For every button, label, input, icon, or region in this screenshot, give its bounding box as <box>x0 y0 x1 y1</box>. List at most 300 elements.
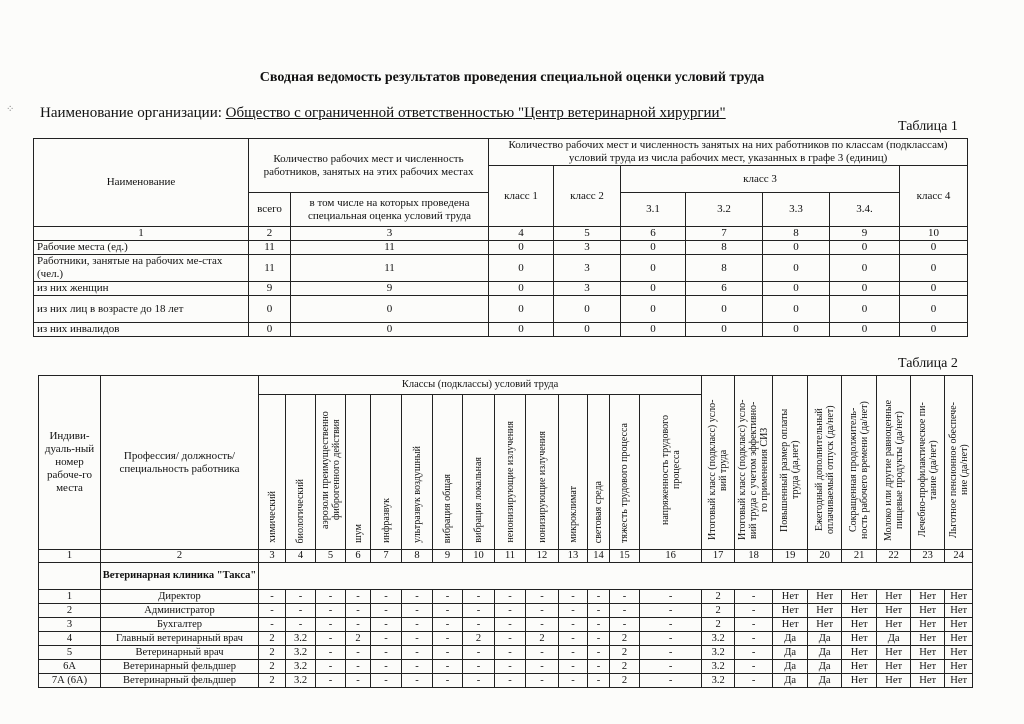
t2-cell: Нет <box>911 674 945 688</box>
t2-col-num: 23 <box>911 550 945 563</box>
t2-col-num: 17 <box>702 550 735 563</box>
t1-cell: 11 <box>249 255 291 282</box>
t2-col-num: 13 <box>559 550 588 563</box>
t2-cell: - <box>433 674 463 688</box>
table2-caption: Таблица 2 <box>898 356 958 371</box>
t2-col-num: 21 <box>842 550 877 563</box>
t2-cell: - <box>433 604 463 618</box>
organization-line <box>40 105 726 122</box>
t2-row-profession: Главный ветеринарный врач <box>101 632 259 646</box>
t2-cell: Нет <box>842 632 877 646</box>
t2-row-id: 3 <box>39 618 101 632</box>
t2-cell: 3.2 <box>286 660 316 674</box>
t2-cell: - <box>371 590 402 604</box>
t1-body <box>34 241 968 337</box>
t2-cell: - <box>346 660 371 674</box>
t2-cell: Да <box>773 632 808 646</box>
t2-cell: - <box>640 590 702 604</box>
t1-cell: 0 <box>900 255 968 282</box>
t2-col-num: 3 <box>259 550 286 563</box>
t2-cell: 2 <box>610 674 640 688</box>
t1-row <box>34 255 968 282</box>
t2-row-profession: Ветеринарный фельдшер <box>101 674 259 688</box>
t2-col-num: 19 <box>773 550 808 563</box>
t1-cell: 0 <box>621 296 686 323</box>
t2-cell: - <box>402 618 433 632</box>
t2-cell: - <box>402 604 433 618</box>
t1-cell: 0 <box>830 282 900 296</box>
t1-header-class3: класс 3 <box>621 166 900 193</box>
t2-cell: - <box>588 646 610 660</box>
t2-col-num: 18 <box>735 550 773 563</box>
t2-cell: - <box>735 590 773 604</box>
t2-factor-header: химический <box>266 491 278 543</box>
t1-cell: 0 <box>489 255 554 282</box>
t2-row <box>39 660 973 674</box>
t2-cell: - <box>559 646 588 660</box>
t2-row-id: 4 <box>39 632 101 646</box>
t2-cell: 2 <box>610 632 640 646</box>
t1-cell: 3 <box>554 255 621 282</box>
t2-cell: - <box>588 632 610 646</box>
t1-cell: 0 <box>763 323 830 337</box>
t2-cell: Да <box>808 646 842 660</box>
t1-cell: 0 <box>249 323 291 337</box>
t2-cell: - <box>259 604 286 618</box>
t2-cell: - <box>559 590 588 604</box>
t2-cell: Нет <box>911 646 945 660</box>
t2-cell: - <box>610 604 640 618</box>
t2-factor-header: биологический <box>295 478 306 543</box>
t2-header-short-hours: Сокращенная продолжитель-ность рабочего времени (да/нет) <box>848 401 871 539</box>
t2-cell: - <box>735 632 773 646</box>
t2-cell: Нет <box>842 660 877 674</box>
t1-header-assessed: в том числе на которых проведена специальная оценка условий труда <box>291 193 489 227</box>
t2-cell: - <box>495 674 526 688</box>
t1-cell: 0 <box>291 323 489 337</box>
t2-cell: 2 <box>346 632 371 646</box>
t1-col-num: 3 <box>291 227 489 241</box>
t2-col-num: 22 <box>877 550 911 563</box>
t2-cell: 3.2 <box>702 660 735 674</box>
t1-cell: 0 <box>763 296 830 323</box>
t2-col-num: 9 <box>433 550 463 563</box>
t2-cell: Нет <box>877 646 911 660</box>
t1-cell: 0 <box>686 296 763 323</box>
t1-col-num: 7 <box>686 227 763 241</box>
t2-cell: 3.2 <box>286 646 316 660</box>
t2-cell: Нет <box>945 618 973 632</box>
t2-header-total-class-siz: Итоговый класс (подкласс) усло-вий труда с учетом эффективно-го применения СИЗ <box>737 399 771 541</box>
t2-cell: - <box>495 646 526 660</box>
t2-cell: - <box>371 632 402 646</box>
t2-cell: Нет <box>945 604 973 618</box>
t2-cell: Да <box>808 674 842 688</box>
t2-cell: - <box>316 604 346 618</box>
t2-cell: Нет <box>842 646 877 660</box>
t2-cell: - <box>463 660 495 674</box>
t2-cell: 3.2 <box>286 632 316 646</box>
t2-cell: Да <box>773 660 808 674</box>
t1-row <box>34 241 968 255</box>
t2-col-num: 6 <box>346 550 371 563</box>
t2-cell: - <box>259 590 286 604</box>
t2-cell: Нет <box>945 660 973 674</box>
t2-row-profession: Администратор <box>101 604 259 618</box>
t2-cell: 3.2 <box>702 632 735 646</box>
t1-header-class4: класс 4 <box>900 166 968 227</box>
t2-cell: - <box>526 590 559 604</box>
t2-cell: Нет <box>877 618 911 632</box>
t2-col-num: 4 <box>286 550 316 563</box>
t2-cell: Нет <box>945 590 973 604</box>
t2-cell: - <box>286 590 316 604</box>
t2-cell: - <box>735 618 773 632</box>
t2-cell: - <box>588 618 610 632</box>
t2-cell: - <box>371 646 402 660</box>
t2-cell: - <box>316 618 346 632</box>
t2-cell: - <box>433 632 463 646</box>
t1-row-label: Рабочие места (ед.) <box>34 241 249 255</box>
t2-cell: - <box>640 660 702 674</box>
t2-cell: Да <box>808 660 842 674</box>
t2-header-profession: Профессия/ должность/ специальность работника <box>101 376 259 550</box>
t2-col-num: 7 <box>371 550 402 563</box>
t2-cell: - <box>316 674 346 688</box>
t1-cell: 9 <box>249 282 291 296</box>
t2-row <box>39 618 973 632</box>
t2-cell: Нет <box>842 590 877 604</box>
t2-cell: Нет <box>877 604 911 618</box>
t2-cell: Нет <box>911 590 945 604</box>
t2-cell: Нет <box>773 590 808 604</box>
t2-cell: - <box>371 618 402 632</box>
t1-header-total: всего <box>249 193 291 227</box>
t2-col-num: 20 <box>808 550 842 563</box>
t1-col-num: 10 <box>900 227 968 241</box>
t1-cell: 0 <box>900 282 968 296</box>
t2-cell: - <box>402 646 433 660</box>
t1-cell: 0 <box>249 296 291 323</box>
t2-cell: - <box>433 646 463 660</box>
t2-col-num: 14 <box>588 550 610 563</box>
t2-cell: - <box>433 590 463 604</box>
t2-cell: - <box>402 660 433 674</box>
t2-cell: - <box>526 618 559 632</box>
t1-cell: 0 <box>621 255 686 282</box>
t1-cell: 0 <box>554 296 621 323</box>
table1-caption: Таблица 1 <box>898 119 958 134</box>
t2-cell: - <box>433 618 463 632</box>
t2-row <box>39 590 973 604</box>
t2-col-num: 11 <box>495 550 526 563</box>
t1-col-num: 2 <box>249 227 291 241</box>
t2-cell: - <box>559 604 588 618</box>
t2-cell: - <box>286 618 316 632</box>
t1-header-class2: класс 2 <box>554 166 621 227</box>
t1-header-3-2: 3.2 <box>686 193 763 227</box>
t2-factor-header: ионизирующие излучения <box>536 431 548 543</box>
t1-cell: 0 <box>621 282 686 296</box>
t1-row <box>34 323 968 337</box>
scan-mark: ⁘ <box>6 104 15 115</box>
t2-cell: 3.2 <box>286 674 316 688</box>
t2-cell: Нет <box>911 618 945 632</box>
t2-row-profession: Ветеринарный врач <box>101 646 259 660</box>
t2-cell: - <box>526 674 559 688</box>
t2-row-id: 1 <box>39 590 101 604</box>
t2-cell: Нет <box>842 604 877 618</box>
t2-cell: - <box>346 604 371 618</box>
t2-row-profession: Директор <box>101 590 259 604</box>
t2-factor-header: инфразвук <box>380 498 392 543</box>
t2-cell: - <box>463 646 495 660</box>
org-label: Наименование организации: <box>40 105 222 121</box>
t2-cell: 2 <box>259 646 286 660</box>
t1-row <box>34 296 968 323</box>
t2-factor-header: неионизирующие излучения <box>504 421 516 543</box>
t2-cell: - <box>588 604 610 618</box>
t2-cell: 2 <box>526 632 559 646</box>
t2-cell: - <box>463 618 495 632</box>
t2-cell: - <box>526 646 559 660</box>
t2-cell: - <box>463 590 495 604</box>
t2-cell: - <box>588 590 610 604</box>
t2-row-id: 7А (6А) <box>39 674 101 688</box>
t1-cell: 0 <box>489 282 554 296</box>
t1-header-name: Наименование <box>34 139 249 227</box>
t2-cell: - <box>371 604 402 618</box>
t2-cell: 2 <box>702 590 735 604</box>
t1-row <box>34 282 968 296</box>
t2-cell: - <box>640 674 702 688</box>
t2-cell: - <box>735 604 773 618</box>
t2-col-num: 15 <box>610 550 640 563</box>
t2-cell: - <box>588 660 610 674</box>
t1-cell: 8 <box>686 241 763 255</box>
t1-cell: 0 <box>489 241 554 255</box>
t1-col-num: 6 <box>621 227 686 241</box>
t2-col-num: 2 <box>101 550 259 563</box>
t2-cell: 2 <box>259 632 286 646</box>
t2-cell: - <box>735 660 773 674</box>
t2-factor-header: микроклимат <box>567 486 579 543</box>
t2-header-pay: Повышенный размер оплаты труда (да,нет) <box>779 408 802 532</box>
t2-factor-header: напряженность трудового процесса <box>659 415 682 525</box>
t2-cell: - <box>259 618 286 632</box>
t2-cell: - <box>559 674 588 688</box>
t2-header-classes: Классы (подклассы) условий труда <box>259 376 702 395</box>
t2-cell: - <box>495 604 526 618</box>
t2-cell: Нет <box>945 646 973 660</box>
t2-cell: 3.2 <box>702 674 735 688</box>
t2-cell: - <box>346 646 371 660</box>
t2-cell: - <box>640 632 702 646</box>
t2-cell: - <box>640 604 702 618</box>
t1-cell: 0 <box>291 296 489 323</box>
t2-row <box>39 674 973 688</box>
t1-header-classes: Количество рабочих мест и численность занятых на них работников по классам (подклассам) условий труда из числа рабочих мест, указанных в графе 3 (единиц) <box>489 139 968 166</box>
t1-cell: 0 <box>830 241 900 255</box>
t2-cell: 2 <box>463 632 495 646</box>
t2-col-num: 24 <box>945 550 973 563</box>
t1-cell: 0 <box>489 323 554 337</box>
t2-cell: - <box>463 604 495 618</box>
t1-row-label: из них лиц в возрасте до 18 лет <box>34 296 249 323</box>
t2-factor-header: тяжесть трудового процесса <box>619 423 630 543</box>
t1-col-num: 5 <box>554 227 621 241</box>
t2-cell: Да <box>877 632 911 646</box>
t1-col-num: 9 <box>830 227 900 241</box>
t2-factor-header: ультразвук воздушный <box>411 446 423 543</box>
t1-cell: 0 <box>763 241 830 255</box>
t2-cell: Нет <box>945 632 973 646</box>
t1-cell: 9 <box>291 282 489 296</box>
t2-cell: 3.2 <box>702 646 735 660</box>
t2-cell: - <box>495 618 526 632</box>
t1-header-3-1: 3.1 <box>621 193 686 227</box>
t2-col-num: 5 <box>316 550 346 563</box>
t2-cell: Нет <box>877 674 911 688</box>
t2-cell: - <box>640 646 702 660</box>
t2-cell: Нет <box>877 660 911 674</box>
t2-cell: - <box>346 618 371 632</box>
t1-cell: 0 <box>621 323 686 337</box>
t2-cell: - <box>495 590 526 604</box>
t2-row-id: 5 <box>39 646 101 660</box>
t2-cell: - <box>559 618 588 632</box>
t2-col-num: 1 <box>39 550 101 563</box>
t2-cell: - <box>559 632 588 646</box>
t1-col-num: 4 <box>489 227 554 241</box>
t2-cell: - <box>316 646 346 660</box>
t1-header-class1: класс 1 <box>489 166 554 227</box>
t2-cell: - <box>495 660 526 674</box>
t2-cell: - <box>495 632 526 646</box>
t2-cell: Нет <box>945 674 973 688</box>
t1-header-3-4: 3.4. <box>830 193 900 227</box>
t2-cell: 2 <box>702 604 735 618</box>
t2-factor-header: шум <box>352 524 364 543</box>
t1-cell: 0 <box>489 296 554 323</box>
t2-cell: Нет <box>808 604 842 618</box>
t2-row-profession: Бухгалтер <box>101 618 259 632</box>
t1-cell: 0 <box>763 255 830 282</box>
t2-header-pension: Льготное пенсионное обеспече-ние (да/нет) <box>947 402 970 538</box>
t2-cell: Да <box>773 646 808 660</box>
t2-cell: - <box>433 660 463 674</box>
t2-cell: Нет <box>842 618 877 632</box>
t2-factor-header: вибрация общая <box>442 473 453 543</box>
t1-cell: 0 <box>900 296 968 323</box>
t1-cell: 3 <box>554 282 621 296</box>
t1-cell: 0 <box>763 282 830 296</box>
t2-header-total-class: Итоговый класс (подкласс) усло-вий труда <box>707 399 730 541</box>
t2-header-milk: Молоко или другие равноценные пищевые продукты (да/нет) <box>882 399 905 541</box>
t2-group-title: Ветеринарная клиника "Такса" <box>101 563 259 590</box>
t1-cell: 0 <box>900 323 968 337</box>
t2-row-id: 2 <box>39 604 101 618</box>
t1-cell: 0 <box>621 241 686 255</box>
t2-cell: Нет <box>842 674 877 688</box>
t2-cell: - <box>316 632 346 646</box>
t1-cell: 0 <box>900 241 968 255</box>
t1-row-label: Работники, занятые на рабочих ме-стах (чел.) <box>34 255 249 282</box>
t2-cell: - <box>346 590 371 604</box>
t2-cell: - <box>640 618 702 632</box>
t2-header-nutrition: Лечебно-профилактическое пи-тание (да/нет) <box>916 402 939 538</box>
t1-cell: 3 <box>554 241 621 255</box>
t1-cell: 0 <box>830 296 900 323</box>
t1-cell: 0 <box>554 323 621 337</box>
t2-cell: - <box>610 618 640 632</box>
t1-cell: 6 <box>686 282 763 296</box>
t2-cell: - <box>286 604 316 618</box>
t2-cell: - <box>735 646 773 660</box>
t2-cell: - <box>402 632 433 646</box>
t1-header-count: Количество рабочих мест и численность работников, занятых на этих рабочих местах <box>249 139 489 193</box>
t2-col-num: 10 <box>463 550 495 563</box>
t1-row-label: из них инвалидов <box>34 323 249 337</box>
t2-cell: - <box>588 674 610 688</box>
t2-cell: Нет <box>808 618 842 632</box>
t2-cell: - <box>371 674 402 688</box>
t2-cell: 2 <box>702 618 735 632</box>
t2-cell: Да <box>808 632 842 646</box>
t2-cell: - <box>735 674 773 688</box>
t2-cell: Нет <box>911 604 945 618</box>
t2-col-num: 8 <box>402 550 433 563</box>
t2-col-num: 16 <box>640 550 702 563</box>
workplaces-table <box>38 375 973 688</box>
t2-col-num: 12 <box>526 550 559 563</box>
t2-header-vacation: Ежегодный дополнительный оплачиваемый отпуск (да/нет) <box>813 405 836 535</box>
t2-column-numbers <box>39 550 973 563</box>
t2-cell: 2 <box>259 674 286 688</box>
t2-cell: - <box>371 660 402 674</box>
t2-cell: Нет <box>877 590 911 604</box>
t2-cell: - <box>559 660 588 674</box>
t2-cell: 2 <box>259 660 286 674</box>
t1-row-label: из них женщин <box>34 282 249 296</box>
t1-header-3-3: 3.3 <box>763 193 830 227</box>
t2-cell: Нет <box>808 590 842 604</box>
document-title: Сводная ведомость результатов проведения специальной оценки условий труда <box>259 70 765 85</box>
t2-cell: - <box>610 590 640 604</box>
t1-cell: 11 <box>291 241 489 255</box>
t1-cell: 8 <box>686 255 763 282</box>
t2-header-id: Индиви-дуаль-ный номер рабоче-го места <box>39 376 101 550</box>
t2-cell: - <box>402 674 433 688</box>
t2-cell: 2 <box>610 660 640 674</box>
t1-cell: 0 <box>686 323 763 337</box>
t2-cell: - <box>463 674 495 688</box>
t2-row <box>39 604 973 618</box>
t2-row <box>39 646 973 660</box>
t1-cell: 11 <box>249 241 291 255</box>
t2-cell: Нет <box>773 604 808 618</box>
t2-cell: Нет <box>773 618 808 632</box>
t2-cell: Да <box>773 674 808 688</box>
t2-cell: - <box>346 674 371 688</box>
t2-factor-header: вибрация локальная <box>473 457 484 543</box>
t2-factor-header: аэрозоли преимущественно фиброгенного действия <box>319 411 342 529</box>
t2-cell: - <box>402 590 433 604</box>
t2-factor-header: световая среда <box>593 480 604 543</box>
t2-cell: Нет <box>911 632 945 646</box>
t2-row-id: 6А <box>39 660 101 674</box>
t2-body <box>39 590 973 688</box>
